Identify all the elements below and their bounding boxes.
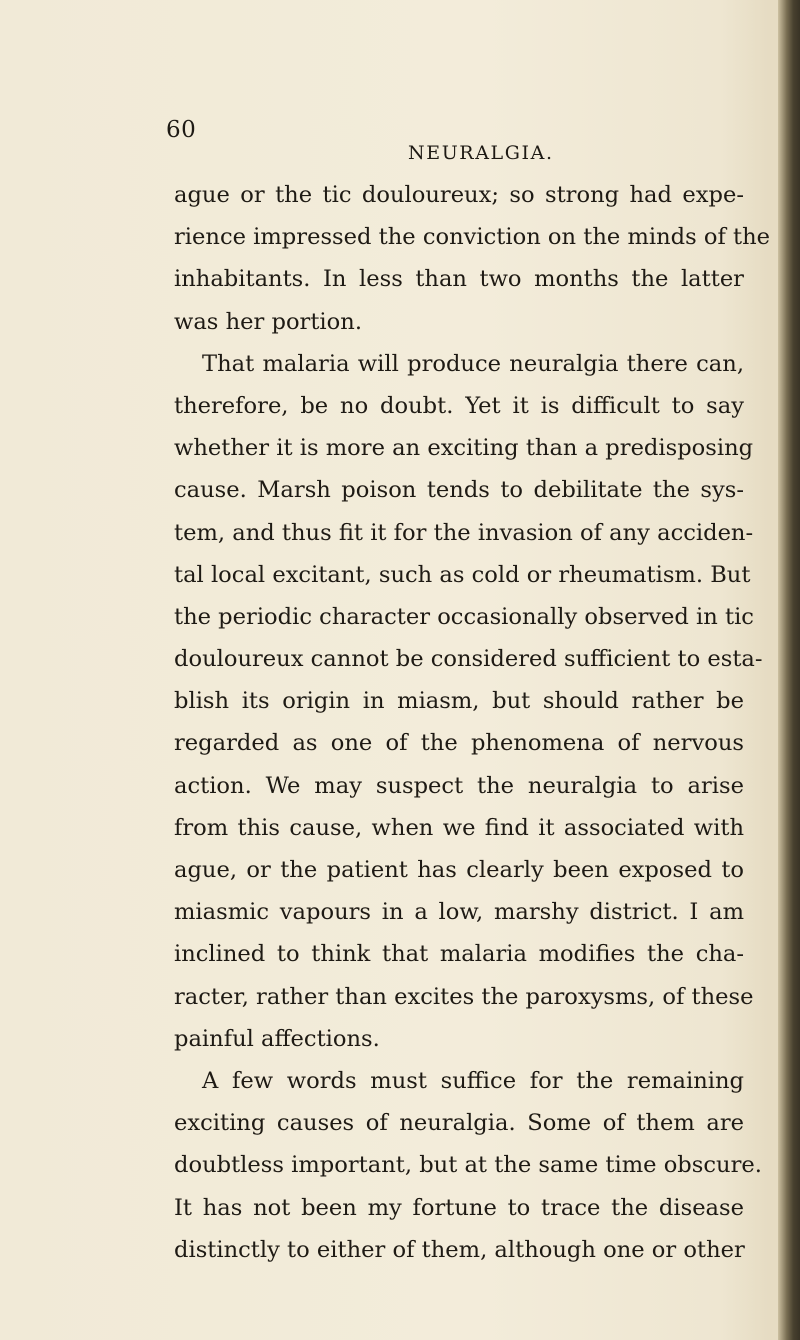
text-line: exciting causes of neuralgia. Some of them are: [174, 1110, 744, 1137]
text-line: tal local excitant, such as cold or rheumatism. But: [174, 561, 751, 588]
text-line: blish its origin in miasm, but should rather be: [174, 688, 744, 715]
text-line: was her portion.: [174, 308, 362, 335]
text-line: the periodic character occasionally observed in tic: [174, 603, 754, 630]
text-line: ague or the tic douloureux; so strong had expe-: [174, 182, 744, 208]
text-line: tem, and thus fit it for the invasion of any acciden-: [174, 519, 754, 546]
text-line: miasmic vapours in a low, marshy district. I am: [174, 899, 744, 926]
text-line: rience impressed the conviction on the minds of the: [174, 224, 771, 251]
text-line: therefore, be no doubt. Yet it is difficult to say: [174, 392, 744, 419]
text-line: racter, rather than excites the paroxysms, of these: [174, 983, 754, 1010]
text-line: painful affections.: [174, 1025, 380, 1052]
text-line: whether it is more an exciting than a predisposing: [174, 435, 754, 462]
text-line: regarded as one of the phenomena of nervous: [174, 730, 744, 757]
text-line: That malaria will produce neuralgia there can,: [202, 350, 744, 377]
page-binding-edge: [778, 0, 800, 1340]
text-line: A few words must suffice for the remaining: [202, 1067, 744, 1094]
text-line: douloureux cannot be considered sufficient to esta-: [174, 646, 763, 673]
text-line: inclined to think that malaria modifies the cha-: [174, 941, 744, 968]
text-line: distinctly to either of them, although one or other: [174, 1236, 745, 1263]
page-number: 60: [166, 117, 197, 143]
running-head: NEURALGIA.: [408, 142, 554, 164]
text-line: It has not been my fortune to trace the disease: [174, 1194, 744, 1221]
text-line: from this cause, when we find it associated with: [174, 814, 744, 841]
text-line: ague, or the patient has clearly been exposed to: [174, 857, 744, 883]
text-line: cause. Marsh poison tends to debilitate the sys-: [174, 477, 744, 504]
body-text: [174, 174, 771, 1271]
text-line: inhabitants. In less than two months the latter: [174, 266, 744, 293]
text-line: action. We may suspect the neuralgia to arise: [174, 772, 744, 799]
text-line: doubtless important, but at the same time obscure.: [174, 1152, 762, 1179]
